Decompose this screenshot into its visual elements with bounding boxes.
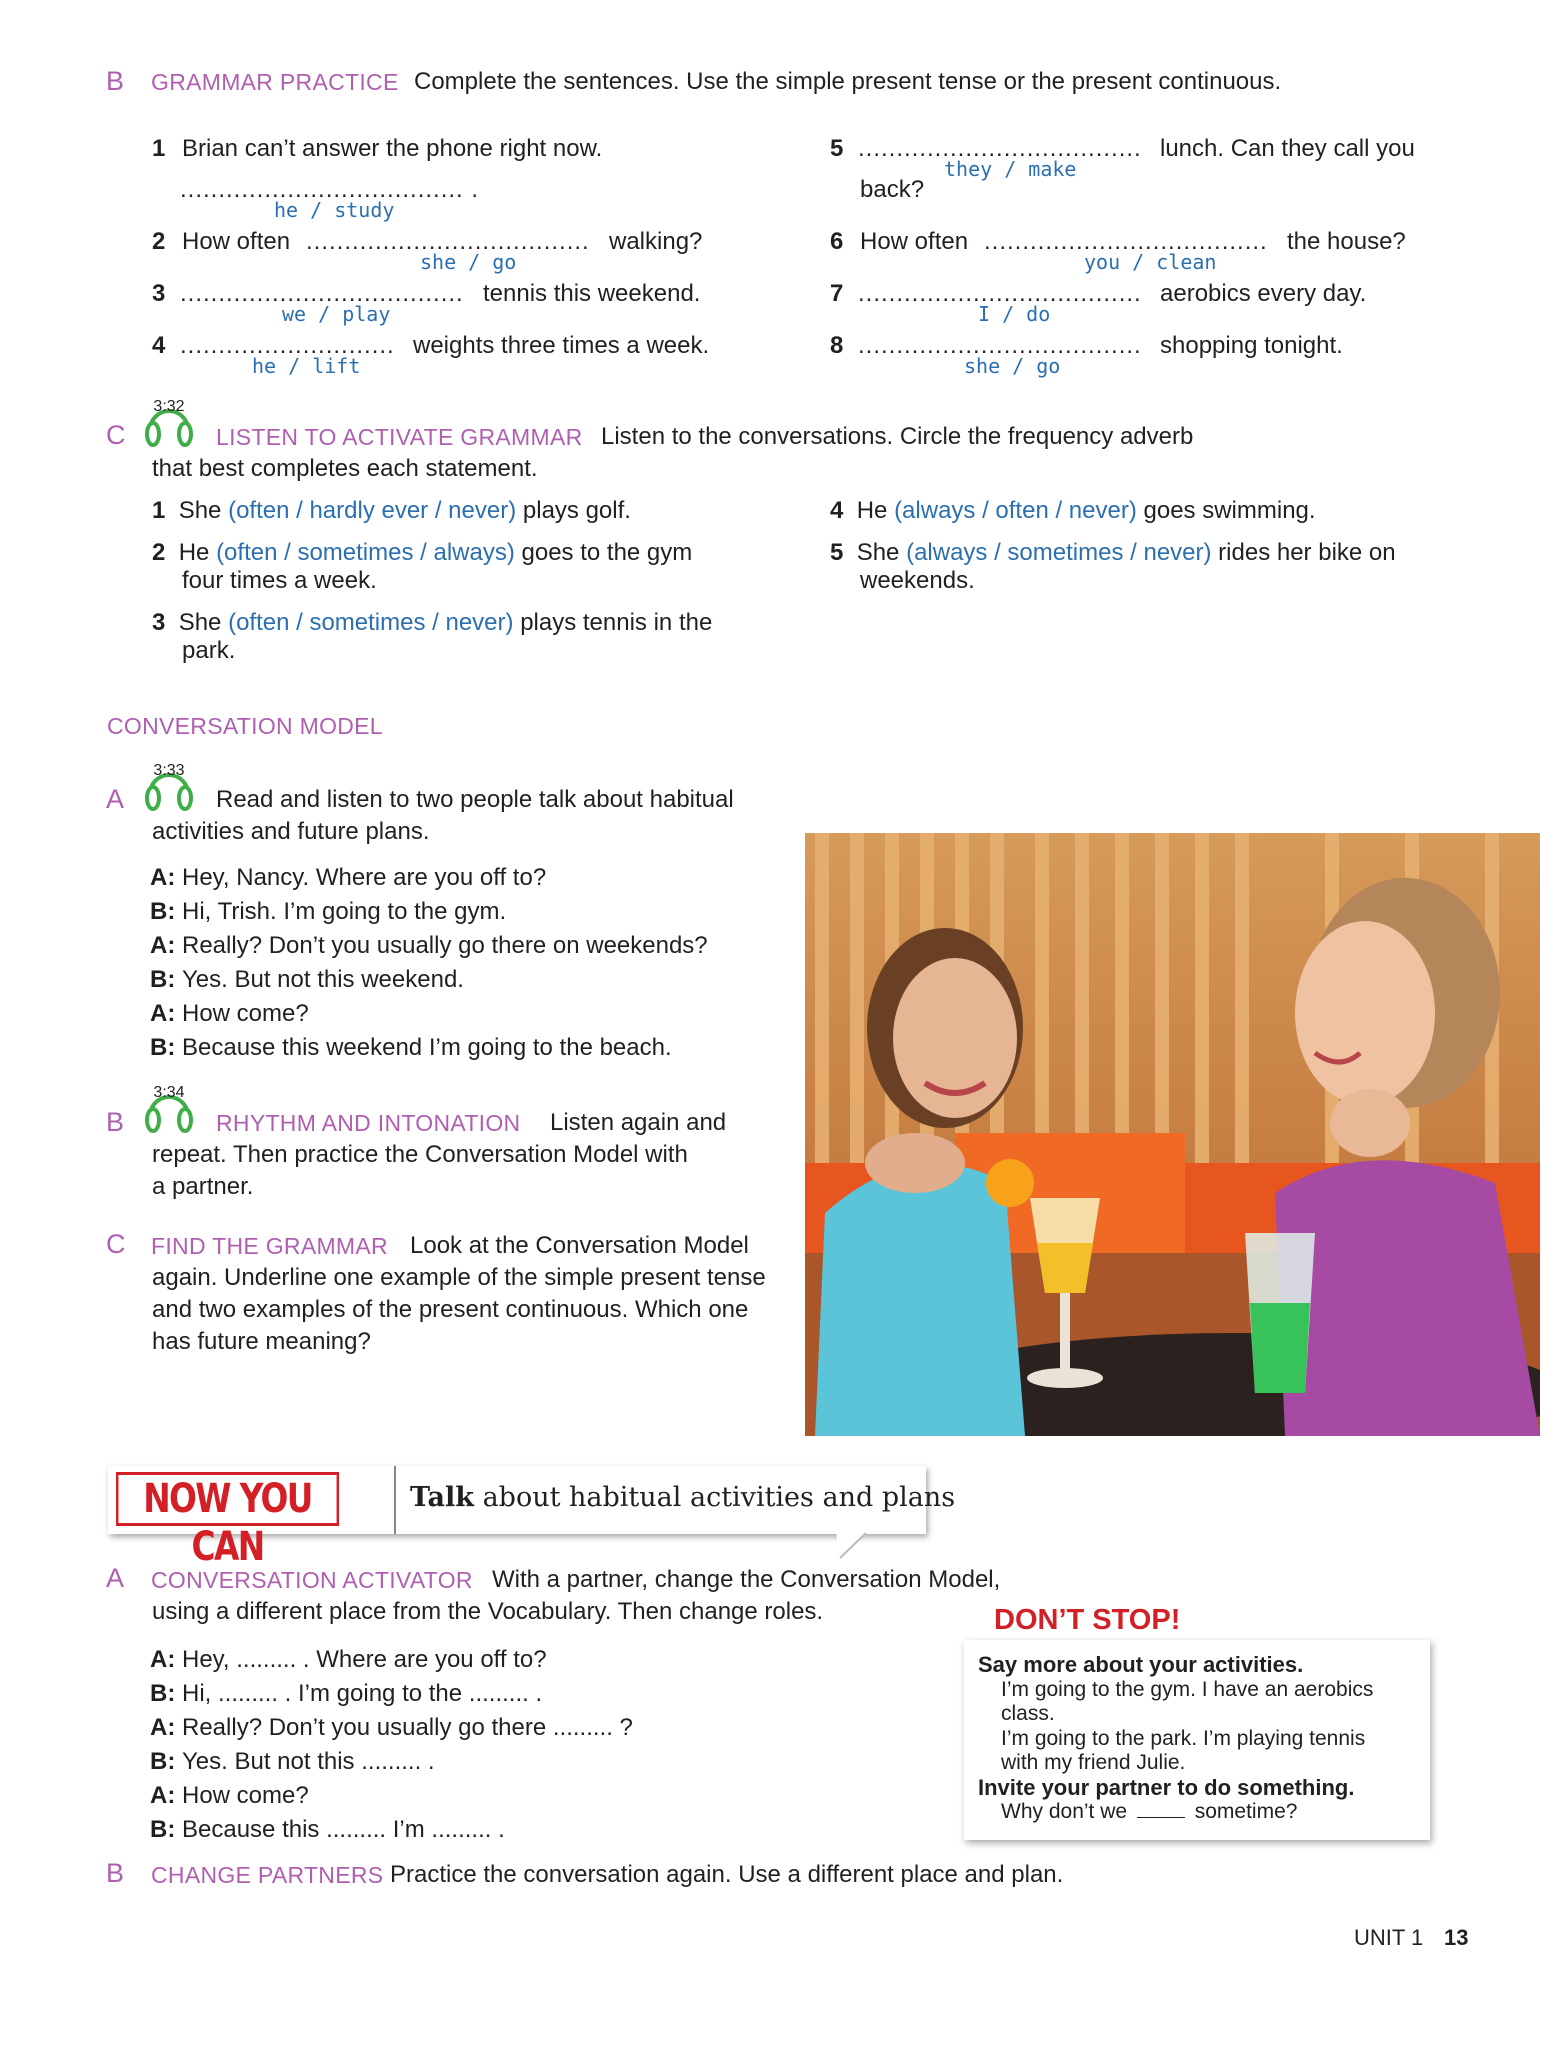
- item-number: 3: [152, 280, 166, 307]
- answer-blank[interactable]: .....................................: [858, 280, 1142, 307]
- section-c-letter: C: [106, 420, 126, 450]
- activator-letter: A: [106, 1563, 125, 1593]
- change-partners-heading: CHANGE PARTNERS: [151, 1862, 384, 1888]
- adverb-options[interactable]: (always / sometimes / never): [906, 539, 1212, 566]
- adverb-options[interactable]: (often / sometimes / never): [228, 609, 514, 636]
- change-partners-text: Practice the conversation again. Use a different place and plan.: [390, 1861, 1064, 1888]
- listen-item-1: 1 She (often / hardly ever / never) plays golf.: [152, 497, 631, 524]
- dont-stop-line: Why don’t we sometime?: [1001, 1800, 1298, 1823]
- verb-hint: she / go: [420, 250, 517, 274]
- answer-blank[interactable]: .....................................: [984, 228, 1268, 255]
- listen-item-text: four times a week.: [182, 567, 377, 594]
- find-grammar-heading: FIND THE GRAMMAR: [151, 1233, 388, 1259]
- dont-stop-line: I’m going to the gym. I have an aerobics: [1001, 1678, 1374, 1701]
- dialog-line: A: Hey, Nancy. Where are you off to?: [150, 864, 547, 891]
- now-you-can-badge: NOW YOU CAN: [116, 1472, 339, 1526]
- dont-stop-box: [964, 1640, 1430, 1840]
- item-number: 5: [830, 135, 844, 162]
- banner-divider: [394, 1466, 396, 1534]
- answer-blank[interactable]: ..................................... .: [180, 176, 480, 203]
- item-text: Brian can’t answer the phone right now.: [182, 135, 603, 162]
- rhythm-heading: RHYTHM AND INTONATION: [216, 1110, 521, 1136]
- item-text: How often: [182, 228, 291, 255]
- item-text: back?: [860, 176, 925, 203]
- find-grammar-text: again. Underline one example of the simple present tense: [152, 1264, 766, 1291]
- item-text: the house?: [1287, 228, 1406, 255]
- answer-blank[interactable]: ............................: [180, 332, 395, 359]
- item-text: How often: [860, 228, 969, 255]
- grammar-practice-heading: GRAMMAR PRACTICE: [151, 69, 399, 95]
- listen-item-2: 2 He (often / sometimes / always) goes to the gym: [152, 539, 693, 566]
- conversation-b-letter: B: [106, 1107, 125, 1137]
- answer-blank[interactable]: .....................................: [858, 332, 1142, 359]
- find-grammar-text: has future meaning?: [152, 1328, 371, 1355]
- dialog-line: A: Really? Don’t you usually go there ......... ?: [150, 1714, 633, 1741]
- section-b-letter: B: [106, 66, 125, 96]
- adverb-options[interactable]: (often / hardly ever / never): [228, 497, 517, 524]
- dialog-line: B: Yes. But not this ......... .: [150, 1748, 435, 1775]
- listen-item-3: 3 She (often / sometimes / never) plays tennis in the: [152, 609, 713, 636]
- conversation-a-letter: A: [106, 784, 125, 814]
- item-number: 2: [152, 228, 166, 255]
- grammar-practice-instruction: Complete the sentences. Use the simple present tense or the present continuous.: [414, 68, 1282, 95]
- track-number: 3:34: [153, 1084, 185, 1101]
- verb-hint: you / clean: [1084, 250, 1217, 274]
- listen-item-text: park.: [182, 637, 236, 664]
- listen-instruction: Listen to the conversations. Circle the frequency adverb: [601, 423, 1194, 450]
- dialog-line: B: Hi, ......... . I’m going to the ......... .: [150, 1680, 543, 1707]
- audio-track-3-34[interactable]: [142, 1082, 196, 1134]
- item-text: lunch. Can they call you: [1160, 135, 1415, 162]
- track-number: 3:33: [153, 762, 185, 779]
- listen-item-text: weekends.: [860, 567, 975, 594]
- answer-blank[interactable]: .....................................: [306, 228, 590, 255]
- verb-hint: he / study: [274, 198, 395, 222]
- dialog-line: B: Because this ......... I’m ......... .: [150, 1816, 505, 1843]
- audio-track-3-33[interactable]: [142, 760, 196, 812]
- track-number: 3:32: [153, 398, 185, 415]
- verb-hint: she / go: [964, 354, 1061, 378]
- activator-text: using a different place from the Vocabulary. Then change roles.: [152, 1598, 824, 1625]
- dialog-line: B: Because this weekend I’m going to the beach.: [150, 1034, 672, 1061]
- unit-label: UNIT 1: [1354, 1925, 1424, 1950]
- answer-blank[interactable]: .....................................: [180, 280, 464, 307]
- item-number: 4: [152, 332, 166, 359]
- dialog-line: A: How come?: [150, 1000, 309, 1027]
- dont-stop-subhead: Invite your partner to do something.: [978, 1775, 1355, 1800]
- page-number: 13: [1444, 1925, 1469, 1950]
- dont-stop-line: with my friend Julie.: [1001, 1751, 1186, 1774]
- verb-hint: I / do: [978, 302, 1051, 326]
- dont-stop-line: class.: [1001, 1702, 1055, 1725]
- listen-item-4: 4 He (always / often / never) goes swimming.: [830, 497, 1316, 524]
- now-you-can-title: Talk about habitual activities and plans: [410, 1482, 956, 1513]
- dialog-line: B: Yes. But not this weekend.: [150, 966, 464, 993]
- item-number: 6: [830, 228, 844, 255]
- now-you-can-banner: [108, 1466, 956, 1570]
- dialog-line: A: Hey, ......... . Where are you off to?: [150, 1646, 547, 1673]
- verb-hint: we / play: [282, 302, 391, 326]
- change-partners-letter: B: [106, 1858, 125, 1888]
- dont-stop-line: I’m going to the park. I’m playing tennis: [1001, 1727, 1366, 1750]
- item-text: walking?: [609, 228, 703, 255]
- find-grammar-text: and two examples of the present continuous. Which one: [152, 1296, 749, 1323]
- item-text: shopping tonight.: [1160, 332, 1343, 359]
- activator-heading: CONVERSATION ACTIVATOR: [151, 1567, 473, 1593]
- find-grammar-text: Look at the Conversation Model: [410, 1232, 749, 1259]
- dialog-line: B: Hi, Trish. I’m going to the gym.: [150, 898, 507, 925]
- item-number: 1: [152, 135, 166, 162]
- dialog-line: A: How come?: [150, 1782, 309, 1809]
- answer-blank[interactable]: .....................................: [858, 135, 1142, 162]
- item-text: weights three times a week.: [413, 332, 710, 359]
- conversation-a-text: activities and future plans.: [152, 818, 430, 845]
- item-number: 8: [830, 332, 844, 359]
- speech-bubble-tail: [836, 1532, 872, 1560]
- listen-heading: LISTEN TO ACTIVATE GRAMMAR: [216, 424, 583, 450]
- item-number: 7: [830, 280, 844, 307]
- conversation-a-text: Read and listen to two people talk about habitual: [216, 786, 734, 813]
- invite-blank[interactable]: [1137, 1817, 1185, 1818]
- audio-track-3-32[interactable]: [142, 396, 196, 448]
- listen-instruction: that best completes each statement.: [152, 455, 538, 482]
- dont-stop-title: DON’T STOP!: [994, 1604, 1181, 1636]
- rhythm-text: a partner.: [152, 1173, 254, 1200]
- conversation-model-heading: CONVERSATION MODEL: [107, 713, 383, 739]
- adverb-options[interactable]: (often / sometimes / always): [216, 539, 515, 566]
- dont-stop-subhead: Say more about your activities.: [978, 1652, 1304, 1677]
- verb-hint: he / lift: [252, 354, 361, 378]
- conversation-c-letter: C: [106, 1229, 126, 1259]
- rhythm-text: repeat. Then practice the Conversation Model with: [152, 1141, 688, 1168]
- item-text: aerobics every day.: [1160, 280, 1367, 307]
- photo-two-women-drinks: [805, 833, 1540, 1436]
- verb-hint: they / make: [944, 157, 1077, 181]
- adverb-options[interactable]: (always / often / never): [894, 497, 1137, 524]
- activator-text: With a partner, change the Conversation Model,: [492, 1566, 1001, 1593]
- dialog-line: A: Really? Don’t you usually go there on weekends?: [150, 932, 708, 959]
- rhythm-text: Listen again and: [550, 1109, 727, 1136]
- listen-item-5: 5 She (always / sometimes / never) rides her bike on: [830, 539, 1396, 566]
- item-text: tennis this weekend.: [483, 280, 701, 307]
